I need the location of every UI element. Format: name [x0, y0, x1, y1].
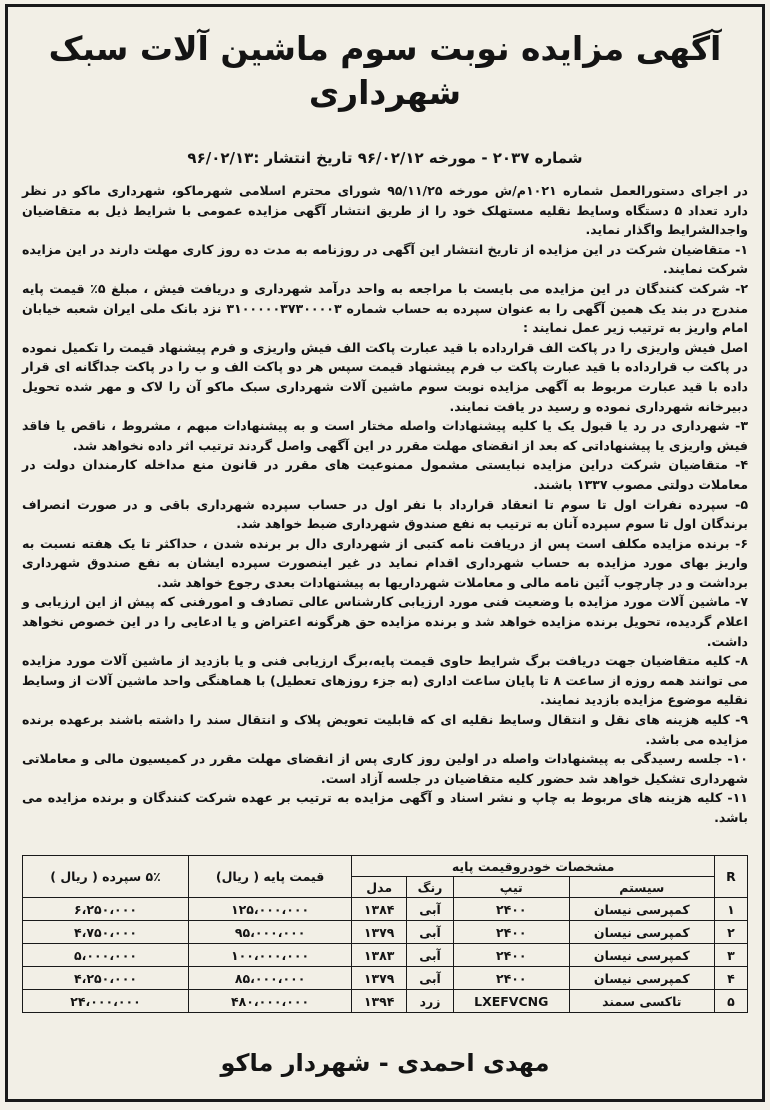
- row-base-price: ۸۵،۰۰۰،۰۰۰: [189, 967, 352, 990]
- clause-1: ۱- متقاضیان شرکت در این مزایده از تاریخ انتشار این آگهی در روزنامه به مدت ده روز کاری مهلت دارند در این مزایده شرکت نمایند.: [22, 241, 748, 277]
- col-model: مدل: [352, 877, 407, 898]
- row-number: ۳: [715, 944, 748, 967]
- col-type: تیپ: [453, 877, 569, 898]
- clause-6: ۶- برنده مزایده مکلف است پس از دریافت نامه کتبی از شهرداری دال بر برنده شدن ، حداکثر تا یک هفته نسبت به واریز بهای مورد مزایده به حساب شهرداری اقدام نماید در غیر اینصورت سپرده ایشان به نفع صندوق شهرداری برداشت و در چارچوب آئین نامه مالی و معاملات شهرداریها به پیشنهادات بعدی رجوع خواهد شد.: [22, 535, 748, 590]
- notice-body: [8, 181, 762, 828]
- row-number: ۴: [715, 967, 748, 990]
- col-row-number: R: [715, 856, 748, 898]
- row-type: ۲۴۰۰: [453, 898, 569, 921]
- row-deposit: ۴،۷۵۰،۰۰۰: [23, 921, 189, 944]
- clause-8: ۸- کلیه متقاضیان جهت دریافت برگ شرایط حاوی قیمت پایه،برگ ارزیابی فنی و یا بازدید از ماشین آلات مورد مزایده می توانند همه روزه از ساعت ۸ تا پایان ساعت اداری (به جزء روزهای تعطیل) با هماهنگی واحد ماشین آلات از وسایط نقلیه موضوع مزایده بازدید نمایند.: [22, 653, 748, 708]
- row-type: ۲۴۰۰: [453, 944, 569, 967]
- table-row: [23, 898, 748, 921]
- row-model: ۱۳۸۳: [352, 944, 407, 967]
- col-deposit: ۵٪ سپرده ( ریال ): [23, 856, 189, 898]
- row-type: LXEFVCNG: [453, 990, 569, 1013]
- row-color: آبی: [407, 921, 454, 944]
- row-color: آبی: [407, 898, 454, 921]
- clause-5: ۵- سپرده نفرات اول تا سوم تا انعقاد قرارداد با نفر اول در حساب سپرده شهرداری باقی و در صورت انصراف برندگان اول تا سوم سپرده آنان به ترتیب به نفع صندوق شهرداری ضبط خواهد شد.: [22, 496, 748, 532]
- row-deposit: ۵،۰۰۰،۰۰۰: [23, 944, 189, 967]
- row-color: زرد: [407, 990, 454, 1013]
- row-model: ۱۳۷۹: [352, 921, 407, 944]
- row-system: کمپرسی نیسان: [569, 921, 714, 944]
- clause-9: ۹- کلیه هزینه های نقل و انتقال وسایط نقلیه ای که قابلیت تعویض پلاک و انتقال سند را داشته باشند برعهده برنده مزایده می باشد.: [22, 712, 748, 747]
- notice-number-date: شماره ۲۰۳۷ - مورخه ۹۶/۰۲/۱۲ تاریخ انتشار :۹۶/۰۲/۱۳: [187, 149, 583, 167]
- row-number: ۲: [715, 921, 748, 944]
- row-base-price: ۴۸۰،۰۰۰،۰۰۰: [189, 990, 352, 1013]
- row-color: آبی: [407, 967, 454, 990]
- row-deposit: ۴،۲۵۰،۰۰۰: [23, 967, 189, 990]
- row-number: ۱: [715, 898, 748, 921]
- clause-4: ۴- متقاضیان شرکت دراین مزایده نبایستی مشمول ممنوعیت های مقرر در قانون منع مداخله کارمندان دولت در معاملات دولتی مصوب ۱۳۳۷ باشند.: [22, 457, 748, 492]
- table-row: [23, 921, 748, 944]
- table-row: [23, 944, 748, 967]
- row-base-price: ۱۰۰،۰۰۰،۰۰۰: [189, 944, 352, 967]
- col-spec-group: مشخصات خودروقیمت پایه: [352, 856, 715, 877]
- row-deposit: ۲۴،۰۰۰،۰۰۰: [23, 990, 189, 1013]
- row-system: کمپرسی نیسان: [569, 967, 714, 990]
- row-type: ۲۴۰۰: [453, 967, 569, 990]
- row-model: ۱۳۷۹: [352, 967, 407, 990]
- row-base-price: ۱۲۵،۰۰۰،۰۰۰: [189, 898, 352, 921]
- clause-3: ۳- شهرداری در رد یا قبول یک یا کلیه پیشنهادات واصله مختار است و به پیشنهادات مبهم ، مشروط ، ناقص یا فاقد فیش واریزی یا پیشنهاداتی که بعد از انقضای مهلت مقرر در این آگهی واصل گردند ترتیب اثر داده نخواهد شد.: [22, 418, 748, 453]
- row-system: کمپرسی نیسان: [569, 944, 714, 967]
- table-row: [23, 967, 748, 990]
- col-color: رنگ: [407, 877, 454, 898]
- row-deposit: ۶،۲۵۰،۰۰۰: [23, 898, 189, 921]
- row-system: تاکسی سمند: [569, 990, 714, 1013]
- row-model: ۱۳۹۴: [352, 990, 407, 1013]
- notice-title: آگهی مزایده نوبت سوم ماشین آلات سبک شهرداری: [48, 29, 722, 112]
- row-model: ۱۳۸۴: [352, 898, 407, 921]
- vehicle-price-table: [22, 855, 748, 1013]
- clause-2-instructions: اصل فیش واریزی را در پاکت الف قرارداده با قید عبارت پاکت الف فیش واریزی و فرم پیشنهاد قیمت را تکمیل نموده در پاکت ب قرارداده با قید عبارت پاکت ب فرم پیشنهاد قیمت سپس هر دو پاکت الف و ب را در پاکت جداگانه ای قرار داده با قید عبارت مربوط به آگهی مزایده نوبت سوم ماشین آلات شهرداری سبک ماکو آن را لاک و مهر شده تحویل دبیرخانه شهرداری نموده و رسید در یافت نمایند.: [22, 339, 748, 414]
- intro-paragraph: در اجرای دستورالعمل شماره ۱۰۲۱م/ش مورخه ۹۵/۱۱/۲۵ شورای محترم اسلامی شهرماکو، شهرداری ماکو در نظر دارد تعداد ۵ دستگاه وسایط نقلیه مستهلک خود را از طریق انتشار آگهی مزایده عمومی با شرایط ذیل به متقاضیان واجدالشرایط واگذار نماید.: [22, 183, 748, 238]
- col-system: سیستم: [569, 877, 714, 898]
- clause-7: ۷- ماشین آلات مورد مزایده با وضعیت فنی مورد ارزیابی کارشناس عالی تصادف و امورفنی که پیش از این ارزیابی و اعلام گردیده، تحویل برنده مزایده خواهد شد و برنده مزایده حق هرگونه اعتراض و یا ادعایی را در این خصوص نخواهد داشت.: [22, 594, 748, 649]
- row-color: آبی: [407, 944, 454, 967]
- row-number: ۵: [715, 990, 748, 1013]
- notice-page: [5, 4, 765, 1102]
- row-base-price: ۹۵،۰۰۰،۰۰۰: [189, 921, 352, 944]
- clause-10: ۱۰- جلسه رسیدگی به پیشنهادات واصله در اولین روز کاری پس از انقضای مهلت مقرر در کمیسیون مالی و معاملاتی شهرداری تشکیل خواهد شد حضور کلیه متقاضیان در جلسه آزاد است.: [22, 751, 748, 786]
- col-base-price: قیمت پایه ( ریال): [189, 856, 352, 898]
- row-system: کمپرسی نیسان: [569, 898, 714, 921]
- signature-footer: مهدی احمدی - شهردار ماکو: [220, 1049, 550, 1077]
- table-row: [23, 990, 748, 1013]
- clause-2: ۲- شرکت کنندگان در این مزایده می بایست با مراجعه به واحد درآمد شهرداری و دریافت فیش ، مبلغ ۵٪ قیمت پایه مندرج در بند یک همین آگهی را به عنوان سپرده به حساب شماره ۳۱۰۰۰۰۰۳۷۳۰۰۰۰۳ نزد بانک ملی ایران شعبه خیابان امام واریز به ترتیب زیر عمل نمایند :: [22, 280, 749, 336]
- row-type: ۲۴۰۰: [453, 921, 569, 944]
- clause-11: ۱۱- کلیه هزینه های مربوط به چاپ و نشر اسناد و آگهی مزایده به ترتیب بر عهده شرکت کنندگان و برنده مزایده می باشد.: [22, 790, 748, 825]
